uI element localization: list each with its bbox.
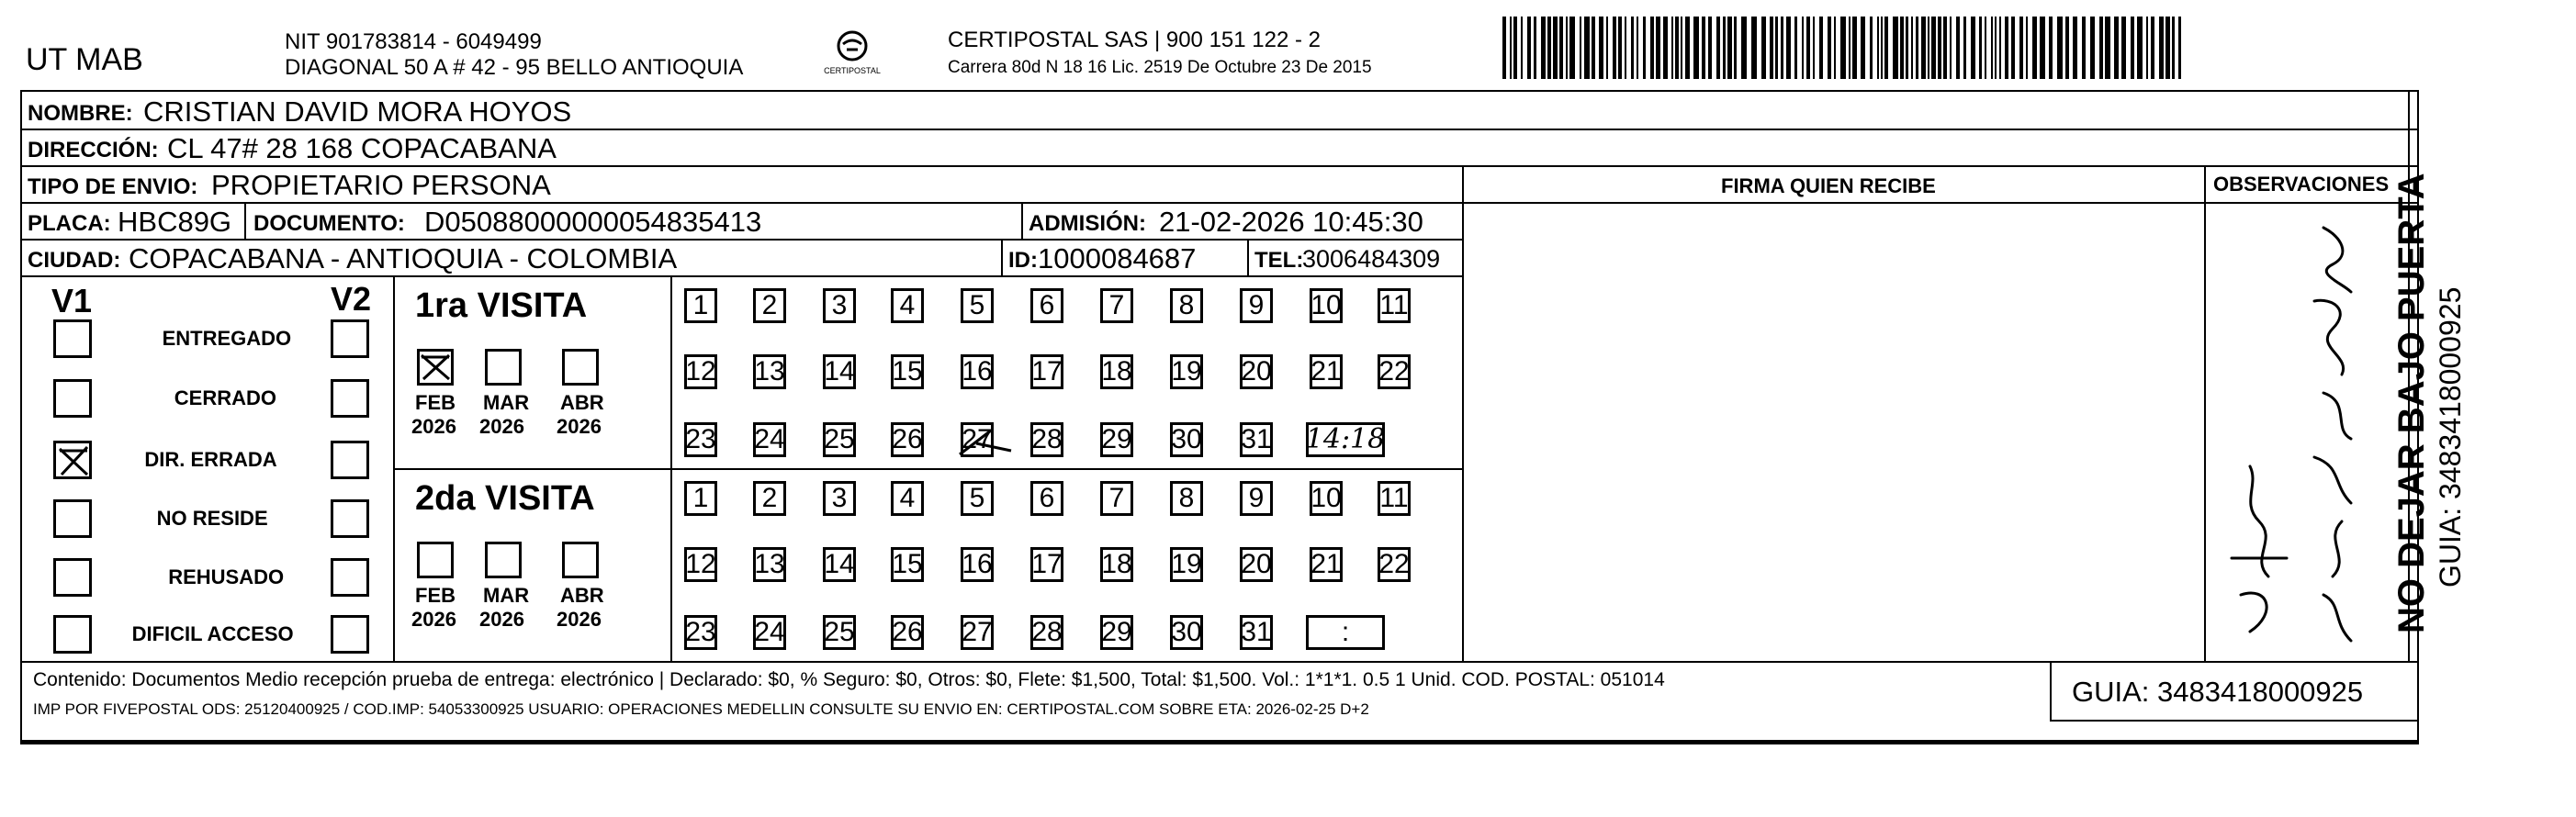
barcode-bar [1580,17,1581,79]
barcode-bar [1675,17,1679,79]
carrier-name: CERTIPOSTAL SAS | 900 151 122 - 2 [948,28,1321,52]
month-year: 2026 [479,608,524,631]
day-box[interactable]: 28 [1030,422,1063,457]
handwritten-observation [2213,209,2406,657]
id-value: 1000084687 [1038,242,1197,274]
day-box[interactable]: 16 [961,354,994,389]
barcode-bar [2099,17,2103,79]
barcode-bar [1819,17,1823,79]
barcode-bar [1861,17,1865,79]
placa-label: PLACA: [28,211,111,236]
day-box[interactable]: 29 [1100,615,1133,650]
day-box[interactable]: 12 [684,354,717,389]
barcode-bar [1956,17,1960,79]
barcode-bar [1599,17,1603,79]
barcode-bar [1884,17,1888,79]
day-box[interactable]: 26 [891,615,924,650]
day-box[interactable]: 6 [1030,481,1063,516]
barcode-bar [2040,17,2045,79]
status-label: DIFICIL ACCESO [131,622,294,645]
month-checkbox[interactable] [417,349,454,386]
sender-address: DIAGONAL 50 A # 42 - 95 BELLO ANTIOQUIA [285,55,744,80]
barcode-bar [1991,17,1993,79]
v2-checkbox[interactable] [331,499,369,538]
admision-value: 21-02-2026 10:45:30 [1159,206,1423,238]
barcode-bar [1877,17,1879,79]
barcode-bar [1708,17,1712,79]
day-box[interactable]: 27 [961,422,994,457]
barcode-bar [1900,17,1904,79]
day-box[interactable]: 18 [1100,354,1133,389]
day-box[interactable]: 19 [1170,354,1203,389]
direccion-label: DIRECCIÓN: [28,138,159,162]
day-box[interactable]: 1 [684,288,717,323]
month-checkbox[interactable] [562,349,599,386]
barcode-bar [1741,17,1747,79]
barcode-bar [1502,17,1506,79]
barcode-bar [1521,17,1523,79]
barcode-bar [1950,17,1952,79]
day-box[interactable]: 30 [1170,615,1203,650]
carrier-address: Carrera 80d N 18 16 Lic. 2519 De Octubre 23 De 2015 [948,58,1372,77]
day-box[interactable]: 24 [753,615,786,650]
barcode-bar [1761,17,1766,79]
time-box[interactable]: : [1306,615,1385,650]
day-box[interactable]: 4 [891,288,924,323]
day-box[interactable]: 30 [1170,422,1203,457]
barcode-bar [1906,17,1908,79]
nombre-label: NOMBRE: [28,101,133,126]
barcode-bar [1569,17,1575,79]
barcode-bar [1813,17,1815,79]
barcode-bar [1693,17,1699,79]
barcode-bar [2114,17,2119,79]
barcode-bar [1584,17,1590,79]
month-year: 2026 [557,608,602,631]
day-box[interactable]: 9 [1240,288,1273,323]
barcode-bar [2105,17,2110,79]
barcode-bar [2019,17,2023,79]
barcode-bar [1681,17,1682,79]
tel-value: 3006484309 [1302,245,1441,273]
barcode-bar [1685,17,1690,79]
barcode-bar [2049,17,2053,79]
barcode-bar [1527,17,1531,79]
day-box[interactable]: 15 [891,547,924,582]
barcode-bar [1716,17,1720,79]
status-label: CERRADO [174,386,277,409]
barcode-bar [2011,17,2015,79]
status-label: REHUSADO [168,565,285,588]
barcode-bar [1794,17,1797,79]
certipostal-logo [823,28,882,81]
day-box[interactable]: 3 [823,481,856,516]
sender-nit: NIT 901783814 - 6049499 [285,29,542,54]
barcode-bar [1618,17,1622,79]
barcode-bar [2178,17,2181,79]
day-box[interactable]: 27 [961,615,994,650]
month-checkbox[interactable] [485,542,522,578]
barcode-bar [1770,17,1773,79]
barcode-bar [2082,17,2086,79]
barcode-bar [1999,17,2001,79]
day-box[interactable]: 10 [1310,288,1343,323]
documento-label: DOCUMENTO: [253,211,405,236]
barcode-bar [1702,17,1705,79]
barcode-bar [2057,17,2063,79]
day-box[interactable]: 11 [1378,288,1411,323]
barcode-bar [1723,17,1726,79]
barcode-bar [1510,17,1512,79]
barcode-bar [2165,17,2170,79]
day-box[interactable]: 2 [753,288,786,323]
v1-checkbox[interactable] [53,319,92,358]
direccion-value: CL 47# 28 168 COPACABANA [167,132,557,164]
nombre-value: CRISTIAN DAVID MORA HOYOS [143,95,572,128]
barcode-bar [1985,17,1986,79]
day-box[interactable]: 18 [1100,547,1133,582]
barcode-bar [1592,17,1595,79]
barcode-bar [1559,17,1563,79]
day-box[interactable]: 17 [1030,354,1063,389]
barcode-bar [1781,17,1783,79]
v2-checkbox[interactable] [331,615,369,654]
barcode-bar [1727,17,1732,79]
month-name: ABR [560,391,604,414]
firma-label: FIRMA QUIEN RECIBE [1721,174,1936,197]
barcode-bar [1656,17,1660,79]
ciudad-value: COPACABANA - ANTIOQUIA - COLOMBIA [129,242,678,274]
footer-imp: IMP POR FIVEPOSTAL ODS: 25120400925 / COD.IMP: 54053300925 USUARIO: OPERACIONES MEDELLIN CONSULTE SU ENVIO EN: CERTIPOSTAL.COM SOBRE ETA: 2026-02-25 D+2 [33,700,1369,718]
v2-checkbox[interactable] [331,558,369,597]
day-box[interactable]: 23 [684,615,717,650]
tel-label: TEL: [1254,248,1304,273]
barcode-bar [1928,17,1929,79]
barcode-bar [1881,17,1883,79]
day-box[interactable]: 23 [684,422,717,457]
day-box[interactable]: 14 [823,354,856,389]
day-box[interactable]: 26 [891,422,924,457]
barcode-bar [1734,17,1737,79]
day-box[interactable]: 6 [1030,288,1063,323]
barcode-bar [1534,17,1536,79]
month-name: FEB [415,584,456,607]
day-box[interactable]: 22 [1378,354,1411,389]
tipo-envio-value: PROPIETARIO PERSONA [211,169,551,201]
day-box[interactable]: 5 [961,481,994,516]
month-year: 2026 [411,415,456,438]
month-year: 2026 [557,415,602,438]
day-box[interactable]: 22 [1378,547,1411,582]
barcode-bar [1513,17,1517,79]
day-box[interactable]: 15 [891,354,924,389]
day-box[interactable]: 8 [1170,288,1203,323]
day-box[interactable]: 20 [1240,354,1273,389]
barcode-bar [2090,17,2095,79]
admision-label: ADMISIÓN: [1029,211,1146,236]
barcode-bar [1834,17,1836,79]
day-box[interactable]: 13 [753,547,786,582]
barcode-bar [1637,17,1638,79]
month-year: 2026 [479,415,524,438]
barcode-bar [1979,17,1982,79]
day-box[interactable]: 2 [753,481,786,516]
id-label: ID: [1008,248,1038,273]
barcode-bar [2137,17,2143,79]
barcode-bar [1911,17,1913,79]
side-warning: NO DEJAR BAJO PUERTA [2391,173,2432,633]
barcode-bar [1613,17,1616,79]
barcode-bar [1840,17,1846,79]
month-name: MAR [483,391,530,414]
barcode-bar [1786,17,1791,79]
svg-text:CERTIPOSTAL: CERTIPOSTAL [824,66,881,75]
month-checkbox[interactable] [562,542,599,578]
day-box[interactable]: 7 [1100,481,1133,516]
day-box[interactable]: 25 [823,615,856,650]
day-box[interactable]: 31 [1240,422,1273,457]
barcode-bar [1971,17,1975,79]
day-box[interactable]: 20 [1240,547,1273,582]
v1-checkbox[interactable] [53,499,92,538]
footer-guia: GUIA: 3483418000925 [2072,676,2364,708]
side-guia: GUIA: 3483418000925 [2434,286,2467,588]
v1-checkbox[interactable] [53,615,92,654]
barcode-bar [1566,17,1568,79]
day-box[interactable]: 29 [1100,422,1133,457]
v2-label: V2 [331,280,372,318]
barcode-bar [1547,17,1551,79]
barcode-bar [1938,17,1941,79]
day-box[interactable]: 3 [823,288,856,323]
month-checkbox[interactable] [485,349,522,386]
barcode-bar [1671,17,1673,79]
barcode-bar [1643,17,1646,79]
v1-label: V1 [51,282,93,319]
barcode-bar [1931,17,1936,79]
barcode-bar [1921,17,1926,79]
day-box[interactable]: 21 [1310,354,1343,389]
barcode-bar [1806,17,1810,79]
day-box[interactable]: 8 [1170,481,1203,516]
barcode-bar [2032,17,2037,79]
v1-checkbox[interactable] [53,379,92,418]
barcode-bar [1775,17,1778,79]
tipo-envio-label: TIPO DE ENVIO: [28,174,198,199]
day-box[interactable]: 24 [753,422,786,457]
v2-checkbox[interactable] [331,319,369,358]
month-name: MAR [483,584,530,607]
documento-value: D05088000000054835413 [424,206,762,238]
day-box[interactable]: 14 [823,547,856,582]
day-box[interactable]: 9 [1240,481,1273,516]
month-name: FEB [415,391,456,414]
barcode-bar [1606,17,1608,79]
barcode-bar [1553,17,1558,79]
first-visit-title: 1ra VISITA [415,286,588,325]
barcode-bar [2065,17,2069,79]
day-box[interactable]: 19 [1170,547,1203,582]
barcode-bar [2005,17,2008,79]
v1-checkbox[interactable] [53,441,92,479]
day-box[interactable]: 5 [961,288,994,323]
day-box[interactable]: 12 [684,547,717,582]
barcode-bar [2121,17,2126,79]
day-box[interactable]: 25 [823,422,856,457]
v2-checkbox[interactable] [331,379,369,418]
barcode-bar [1916,17,1918,79]
day-box[interactable]: 1 [684,481,717,516]
sender-name: UT MAB [26,42,143,77]
ciudad-label: CIUDAD: [28,248,121,273]
barcode-bar [2131,17,2134,79]
observaciones-label: OBSERVACIONES [2213,173,2390,196]
second-visit-title: 2da VISITA [415,479,595,518]
day-box[interactable]: 17 [1030,547,1063,582]
time-box[interactable]: 14:18 [1305,423,1386,455]
month-name: ABR [560,584,604,607]
month-checkbox[interactable] [417,542,454,578]
barcode-bar [1893,17,1898,79]
barcode-bar [1625,17,1626,79]
barcode-bar [1663,17,1668,79]
barcode-bar [1870,17,1873,79]
v1-checkbox[interactable] [53,558,92,597]
barcode-bar [1802,17,1804,79]
v2-checkbox[interactable] [331,441,369,479]
day-box[interactable]: 10 [1310,481,1343,516]
day-box[interactable]: 4 [891,481,924,516]
day-box[interactable]: 11 [1378,481,1411,516]
barcode [1502,17,2188,79]
barcode-bar [1849,17,1850,79]
day-box[interactable]: 28 [1030,615,1063,650]
day-box[interactable]: 16 [961,547,994,582]
status-label: NO RESIDE [156,507,268,530]
barcode-bar [1995,17,1997,79]
footer-contenido: Contenido: Documentos Medio recepción prueba de entrega: electrónico | Declarado: $0, % Seguro: $0, Otros: $0, Flete: $1,500, Total: $1,500. Vol.: 1*1*1. 0.5 1 Unid. COD. POSTAL: 051014 [33,669,1665,690]
status-label: DIR. ERRADA [144,448,277,471]
day-box[interactable]: 21 [1310,547,1343,582]
placa-value: HBC89G [118,206,232,238]
day-box[interactable]: 31 [1240,615,1273,650]
barcode-bar [2151,17,2154,79]
day-box[interactable]: 13 [753,354,786,389]
barcode-bar [2159,17,2164,79]
barcode-bar [1963,17,1966,79]
barcode-bar [2026,17,2028,79]
barcode-bar [1852,17,1857,79]
day-box[interactable]: 7 [1100,288,1133,323]
barcode-bar [1541,17,1546,79]
barcode-bar [1631,17,1634,79]
barcode-bar [2172,17,2175,79]
barcode-bar [1650,17,1654,79]
barcode-bar [1828,17,1831,79]
barcode-bar [2073,17,2077,79]
status-label: ENTREGADO [162,327,292,350]
barcode-bar [1751,17,1757,79]
barcode-bar [1943,17,1947,79]
month-year: 2026 [411,608,456,631]
barcode-bar [2146,17,2148,79]
